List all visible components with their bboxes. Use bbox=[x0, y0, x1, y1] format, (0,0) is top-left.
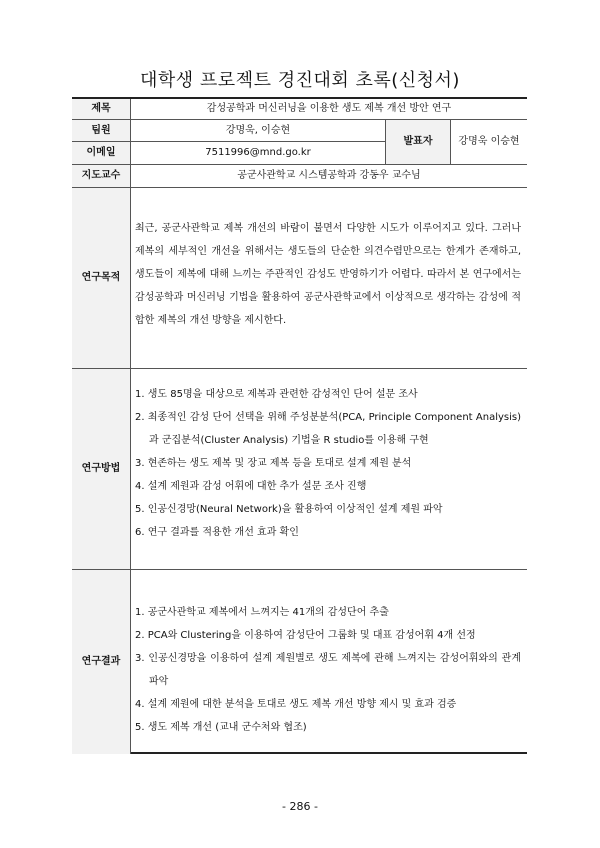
purpose-paragraph: 최근, 공군사관학교 제복 개선의 바람이 불면서 다양한 시도가 이루어지고 있다. 그러나 제복의 세부적인 개선을 위해서는 생도들의 단순한 의견수렴만으로는 한계가 존재하고, 생도들이 제복에 대해 느끼는 주관적인 감성도 반영하기가 어렵다. 따라서 본 연구에서는 감성공학과 머신러닝 기법을 활용하여 공군사관학교에서 이상적으로 생각하는 감성에 적합한 제복의 개선 방향을 제시한다. bbox=[135, 223, 521, 326]
purpose-label: 연구목적 bbox=[72, 188, 130, 368]
method-item: 6. 연구 결과를 적용한 개선 효과 확인 bbox=[135, 527, 299, 538]
result-list bbox=[135, 601, 521, 739]
result-item: 1. 공군사관학교 제복에서 느껴지는 41개의 감성단어 추출 bbox=[135, 607, 389, 618]
result-item: 4. 설계 제원에 대한 분석을 토대로 생도 제복 개선 방향 제시 및 효과 검증 bbox=[135, 699, 457, 710]
method-item: 3. 현존하는 생도 제복 및 장교 제복 등을 토대로 설계 제원 분석 bbox=[135, 458, 412, 469]
row-divider bbox=[72, 187, 527, 188]
presenter-value: 강명욱 이승현 bbox=[458, 136, 520, 147]
subject-value: 감성공학과 머신러닝을 이용한 생도 제복 개선 방안 연구 bbox=[206, 103, 452, 114]
result-label: 연구결과 bbox=[72, 570, 130, 754]
page-number: - 286 - bbox=[282, 800, 318, 813]
team-value: 강명욱, 이승현 bbox=[225, 124, 291, 136]
row-divider bbox=[72, 569, 527, 570]
result-item: 3. 인공신경망을 이용하여 설계 제원별로 생도 제복에 관해 느껴지는 감성어휘와의 관계 파악 bbox=[135, 653, 521, 687]
email-label: 이메일 bbox=[72, 142, 130, 164]
method-list bbox=[135, 383, 521, 544]
method-item: 5. 인공신경망(Neural Network)을 활용하여 이상적인 설계 제원 파악 bbox=[135, 504, 443, 515]
method-item: 1. 생도 85명을 대상으로 제복과 관련한 감성적인 단어 설문 조사 bbox=[135, 389, 418, 400]
page-title: 대학생 프로젝트 경진대회 초록(신청서) bbox=[140, 70, 460, 91]
result-item: 5. 생도 제복 개선 (교내 군수처와 협조) bbox=[135, 722, 307, 733]
column-divider bbox=[130, 99, 131, 754]
result-item: 2. PCA와 Clustering을 이용하여 감성단어 그룹화 및 대표 감성어휘 4개 선정 bbox=[135, 630, 476, 641]
subject-label: 제목 bbox=[72, 99, 130, 119]
advisor-value: 공군사관학교 시스템공학과 강동우 교수님 bbox=[237, 170, 421, 181]
advisor-label: 지도교수 bbox=[72, 165, 130, 187]
application-table bbox=[72, 97, 527, 754]
method-item: 4. 설계 제원과 감성 어휘에 대한 추가 설문 조사 진행 bbox=[135, 481, 367, 492]
email-value: 7511996@mnd.go.kr bbox=[205, 147, 311, 158]
presenter-label: 발표자 bbox=[386, 120, 450, 164]
row-divider bbox=[72, 368, 527, 369]
team-label: 팀원 bbox=[72, 120, 130, 141]
method-item: 2. 최종적인 감성 단어 선택을 위해 주성분분석(PCA, Principle Component Analysis)과 군집분석(Cluster Analysis) 기법을 R studio를 이용해 구현 bbox=[135, 412, 521, 446]
method-label: 연구방법 bbox=[72, 369, 130, 569]
purpose-text bbox=[135, 217, 521, 332]
